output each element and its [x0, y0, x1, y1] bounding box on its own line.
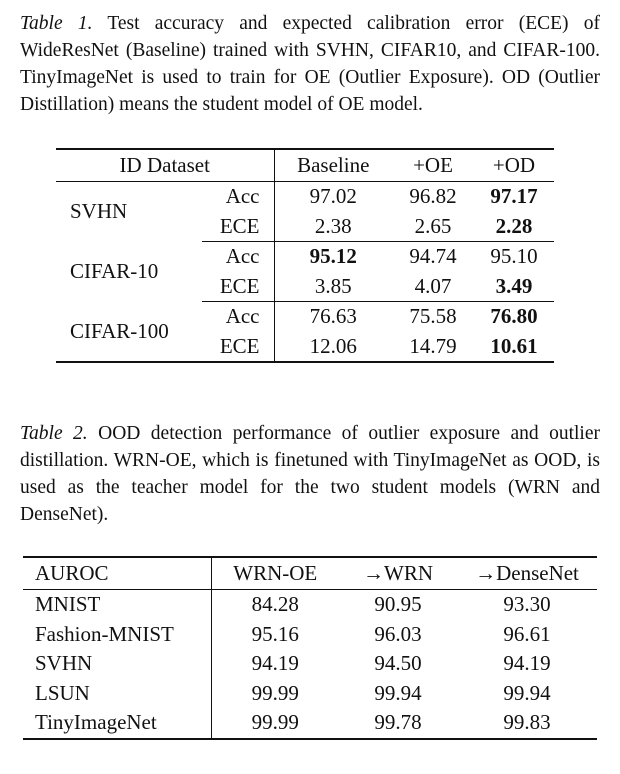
dataset-name: Fashion-MNIST: [23, 620, 211, 650]
table1-caption: [20, 10, 600, 118]
value-oe: 94.74: [409, 244, 457, 268]
value-oe: 14.79: [409, 333, 457, 358]
table1: [56, 148, 554, 363]
value-od: 95.10: [490, 244, 538, 268]
value-teacher: 95.16: [251, 621, 299, 646]
metric-label: Acc: [202, 302, 274, 332]
value-wrn: 94.50: [374, 651, 422, 675]
value-od: [474, 212, 554, 242]
table-row: [23, 679, 597, 709]
table2-caption-lead: Table 2.: [20, 423, 88, 444]
table-row: [23, 590, 597, 620]
table1-header-od: +OD: [474, 149, 554, 182]
value-densenet: 99.94: [503, 680, 551, 705]
table2-header-metric: AUROC: [23, 557, 211, 590]
value-od: [474, 182, 554, 212]
table2-header-teacher: WRN-OE: [211, 557, 339, 590]
value-teacher: 99.99: [251, 710, 299, 734]
value-od: [474, 302, 554, 332]
metric-label: ECE: [202, 272, 274, 302]
value-od: [474, 272, 554, 302]
metric-label: ECE: [202, 212, 274, 242]
table-row: [23, 620, 597, 650]
dataset-name: CIFAR-100: [70, 318, 169, 343]
dataset-name: MNIST: [23, 590, 211, 620]
value-wrn: 90.95: [374, 592, 422, 616]
value-od-bold: 2.28: [495, 213, 533, 238]
value-oe: 4.07: [392, 272, 474, 302]
table1-header-row: [56, 149, 554, 182]
value-baseline: [274, 242, 392, 272]
value-teacher: 84.28: [251, 592, 299, 616]
value-densenet: 93.30: [503, 592, 551, 616]
value-wrn: 99.94: [374, 680, 422, 705]
value-densenet: 94.19: [503, 651, 551, 675]
metric-label: Acc: [202, 242, 274, 272]
value-oe: 2.65: [392, 212, 474, 242]
value-wrn: 96.03: [374, 621, 422, 646]
table2-header-row: [23, 557, 597, 590]
value-baseline: 2.38: [274, 212, 392, 242]
dataset-name: SVHN: [70, 199, 128, 223]
table-row: [56, 242, 554, 272]
value-densenet: 99.83: [503, 710, 551, 734]
value-od: [474, 332, 554, 363]
value-baseline-bold: 95.12: [309, 244, 357, 268]
table2-header-densenet: →DenseNet: [457, 557, 597, 590]
table1-header-dataset: ID Dataset: [56, 149, 274, 182]
metric-label: Acc: [202, 182, 274, 212]
value-densenet: 96.61: [503, 621, 551, 646]
table2-header-wrn: →WRN: [339, 557, 457, 590]
table1-header-baseline: Baseline: [274, 149, 392, 182]
dataset-name: CIFAR-10: [70, 258, 159, 283]
value-oe: 75.58: [409, 304, 457, 328]
value-od-bold: 76.80: [490, 304, 538, 328]
table1-caption-text: Test accuracy and expected calibration error (ECE) of WideResNet (Baseline) trained with SVHN, CIFAR10, and CIFAR-100. TinyImageNet is used to train for OE (Outlier Exposure). OD (Outlier Distillation) means the student model of OE model.: [20, 13, 600, 115]
value-teacher: 99.99: [251, 680, 299, 705]
table1-header-oe: +OE: [392, 149, 474, 182]
value-teacher: 94.19: [251, 651, 299, 675]
value-od-bold: 97.17: [490, 184, 538, 208]
table2: [23, 556, 597, 740]
value-baseline: 97.02: [309, 184, 357, 208]
dataset-name: SVHN: [23, 649, 211, 679]
table2-caption-text: OOD detection performance of outlier exposure and outlier distillation. WRN-OE, which is finetuned with TinyImageNet as OOD, is used as the teacher model for the two student models (WRN and DenseNet).: [20, 423, 600, 525]
table-row: [56, 182, 554, 212]
value-wrn: 99.78: [374, 710, 422, 734]
table2-caption: [20, 420, 600, 528]
dataset-name: TinyImageNet: [23, 708, 211, 739]
table-row: [23, 708, 597, 739]
dataset-name: LSUN: [23, 679, 211, 709]
metric-label: ECE: [202, 332, 274, 363]
table1-caption-lead: Table 1.: [20, 13, 93, 34]
value-baseline: 3.85: [274, 272, 392, 302]
value-baseline: 12.06: [309, 333, 357, 358]
value-baseline: 76.63: [309, 304, 357, 328]
table-row: [23, 649, 597, 679]
value-oe: 96.82: [409, 184, 457, 208]
table-row: [56, 302, 554, 332]
value-od-bold: 3.49: [495, 273, 533, 298]
value-od-bold: 10.61: [490, 333, 538, 358]
